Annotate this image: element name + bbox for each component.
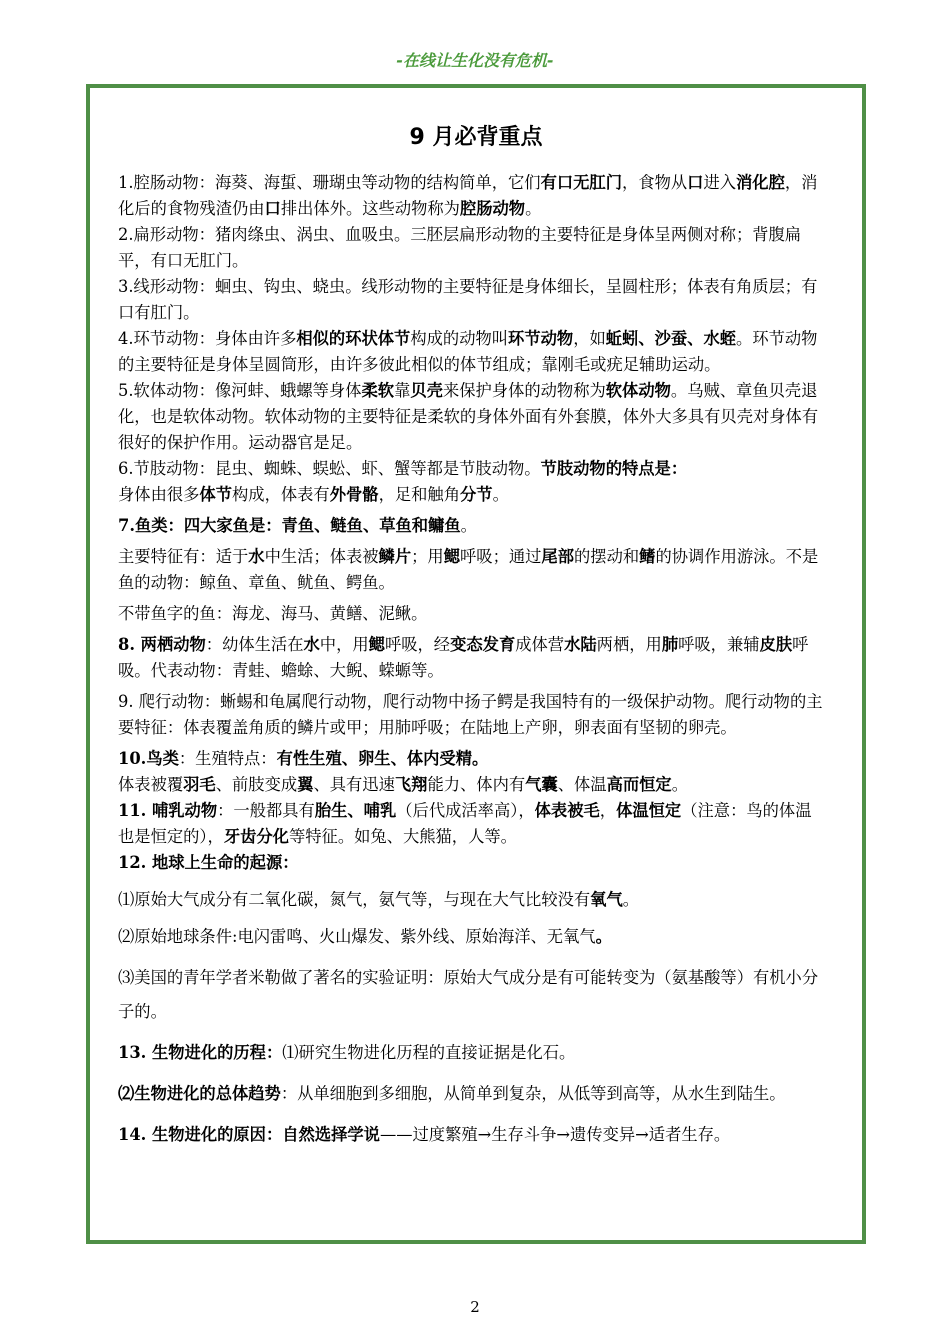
page-title: 9 月必背重点	[409, 125, 543, 150]
para-12a: ⑴原始大气成分有二氧化碳，氮气，氨气等，与现在大气比较没有氧气。	[118, 890, 640, 909]
para-7b: 主要特征有：适于水中生活；体表被鳞片；用鳃呼吸；通过尾部的摆动和鳍的协调作用游泳。不是鱼的动物：鲸鱼、章鱼、鱿鱼、鳄鱼。	[118, 547, 819, 592]
page-header: -在线让生化没有危机-	[396, 51, 554, 70]
para-12b: ⑵原始地球条件:电闪雷鸣、火山爆发、紫外线、原始海洋、无氧气。	[118, 927, 612, 946]
para-14: 14. 生物进化的原因：自然选择学说——过度繁殖→生存斗争→遗传变异→适者生存。	[118, 1125, 731, 1144]
para-7: 7.鱼类：四大家鱼是：青鱼、鲢鱼、草鱼和鳙鱼。	[118, 516, 477, 535]
para-7c: 不带鱼字的鱼：海龙、海马、黄鳝、泥鳅。	[118, 604, 428, 623]
para-6: 6.节肢动物：昆虫、蜘蛛、蜈蚣、虾、蟹等都是节肢动物。节肢动物的特点是： 身体由很多体节构成，体表有外骨骼，足和触角分节。	[118, 459, 688, 504]
para-12c: ⑶美国的青年学者米勒做了著名的实验证明：原始大气成分是有可能转变为（氨基酸等）有机小分子的。	[118, 968, 819, 1021]
para-3: 3.线形动物：蛔虫、钩虫、蛲虫。线形动物的主要特征是身体细长，呈圆柱形；体表有角质层；有口有肛门。	[118, 277, 818, 322]
para-2: 2.扁形动物：猪肉绦虫、涡虫、血吸虫。三胚层扁形动物的主要特征是身体呈两侧对称；背腹扁平，有口无肛门。	[118, 225, 802, 270]
para-1: 1.腔肠动物：海葵、海蜇、珊瑚虫等动物的结构简单，它们有口无肛门，食物从口进入消化腔，消化后的食物残渣仍由口排出体外。这些动物称为腔肠动物。	[118, 173, 818, 218]
para-13: 13. 生物进化的历程：⑴研究生物进化历程的直接证据是化石。	[118, 1043, 576, 1062]
para-10b: 体表被覆羽毛、前肢变成翼、具有迅速飞翔能力、体内有气囊、体温高而恒定。	[118, 775, 689, 794]
para-13b: ⑵生物进化的总体趋势：从单细胞到多细胞，从简单到复杂，从低等到高等，从水生到陆生。	[118, 1084, 786, 1103]
para-5: 5.软体动物：像河蚌、蛾螺等身体柔软靠贝壳来保护身体的动物称为软体动物。乌贼、章鱼贝壳退化，也是软体动物。软体动物的主要特征是柔软的身体外面有外套膜，体外大多具有贝壳对身体有很好的保护作用。运动器官是足。	[118, 381, 819, 452]
para-4: 4.环节动物：身体由许多相似的环状体节构成的动物叫环节动物，如蚯蚓、沙蚕、水蛭。环节动物的主要特征是身体呈圆筒形，由许多彼此相似的体节组成；靠刚毛或疣足辅助运动。	[118, 329, 818, 374]
content-body	[118, 170, 826, 1148]
para-11: 11. 哺乳动物：一般都具有胎生、哺乳（后代成活率高），体表被毛，体温恒定（注意：鸟的体温也是恒定的），牙齿分化等特征。如兔、大熊猫，人等。	[118, 801, 812, 846]
para-9: 9. 爬行动物：蜥蜴和龟属爬行动物，爬行动物中扬子鳄是我国特有的一级保护动物。爬行动物的主要特征：体表覆盖角质的鳞片或甲；用肺呼吸；在陆地上产卵，卵表面有坚韧的卵壳。	[118, 692, 823, 737]
para-12: 12. 地球上生命的起源：	[118, 853, 299, 872]
para-8: 8. 两栖动物：幼体生活在水中，用鳃呼吸，经变态发育成体营水陆两栖，用肺呼吸，兼辅皮肤呼吸。代表动物：青蛙、蟾蜍、大鲵、蝾螈等。	[118, 635, 809, 680]
para-10: 10.鸟类：生殖特点：有性生殖、卵生、体内受精。	[118, 749, 489, 768]
content-frame	[86, 84, 866, 1244]
page-number: 2	[470, 1298, 480, 1316]
